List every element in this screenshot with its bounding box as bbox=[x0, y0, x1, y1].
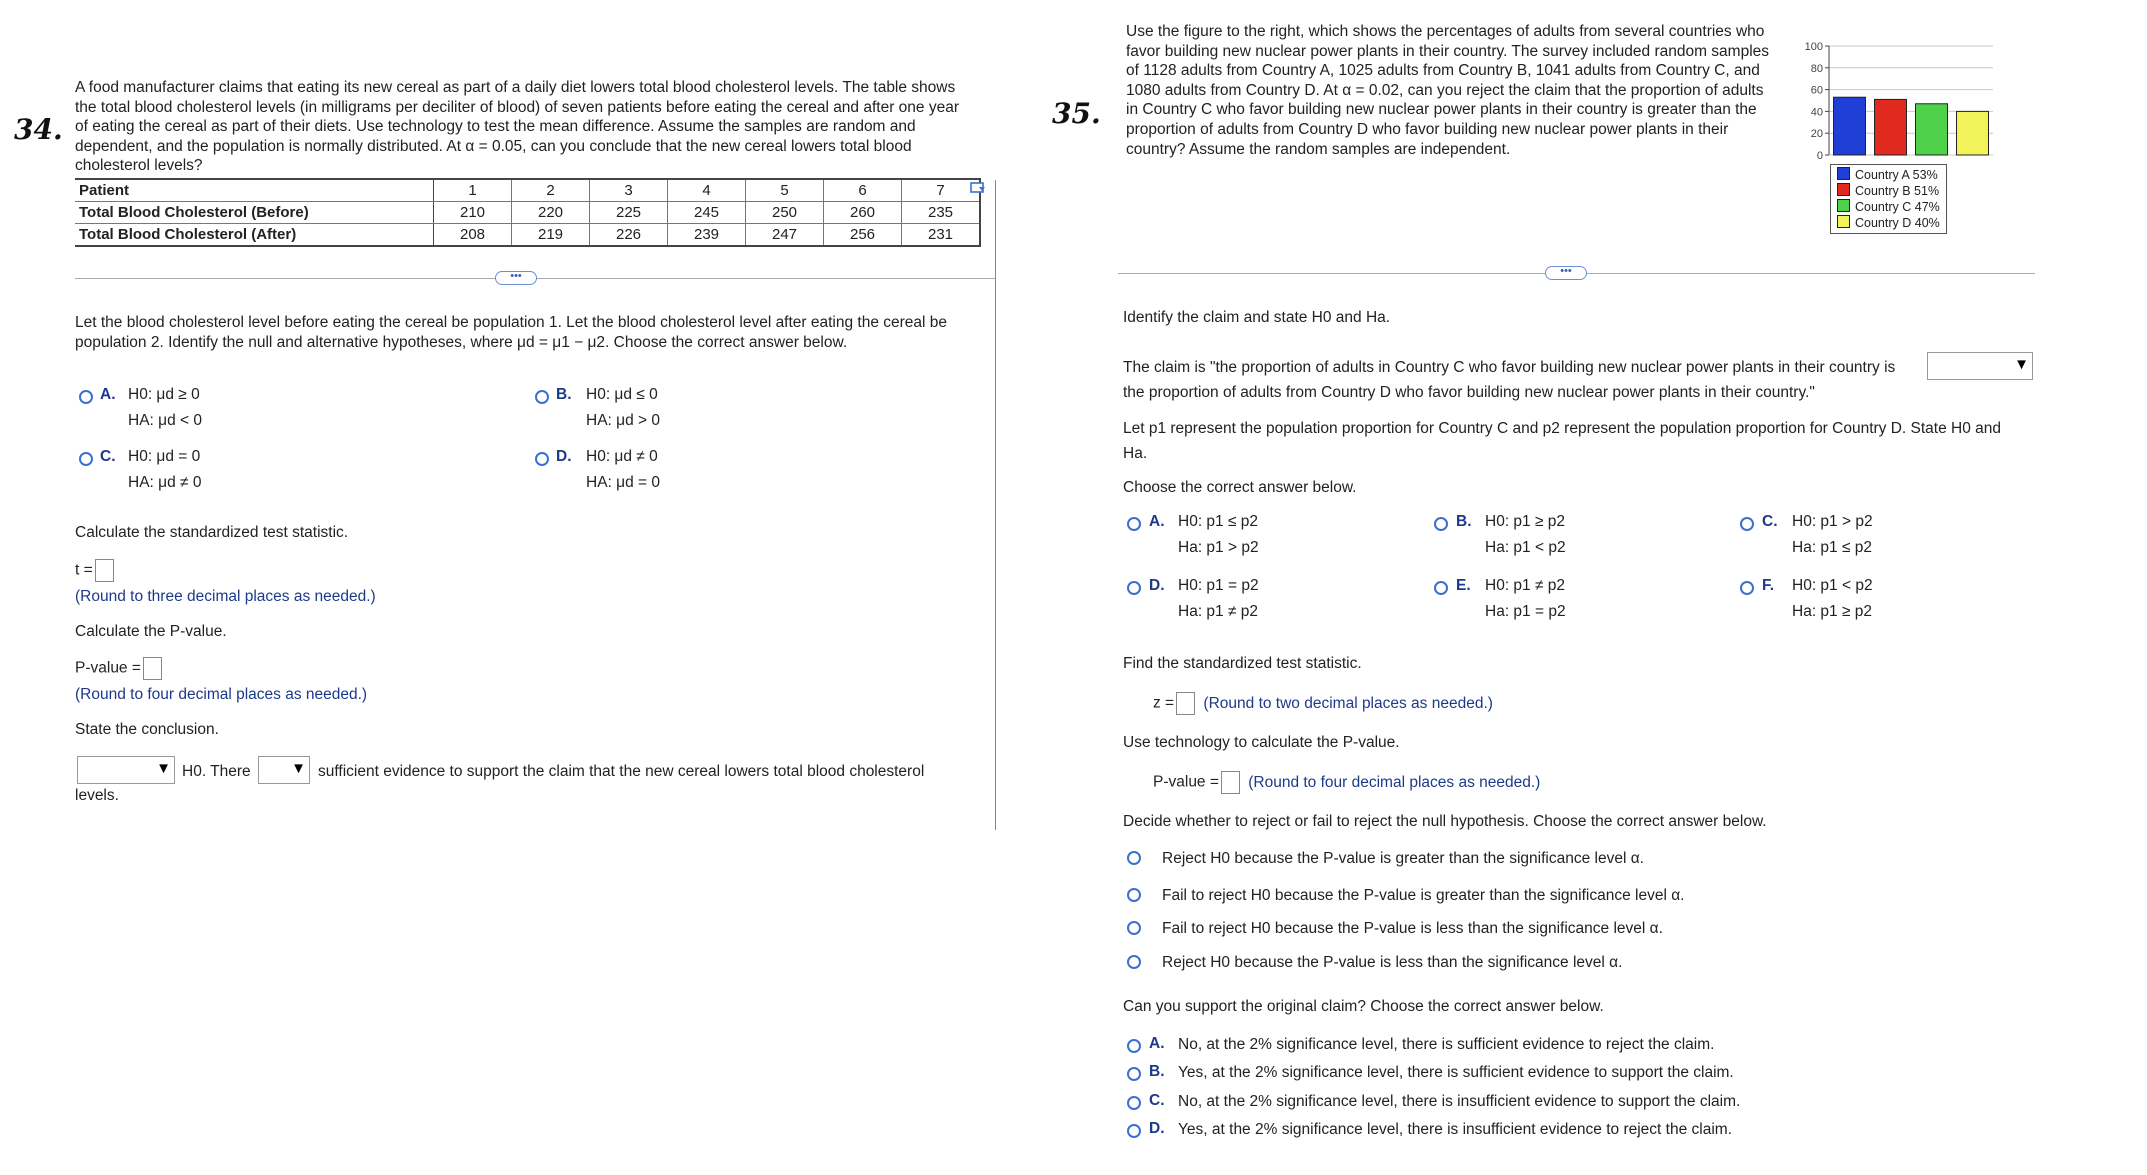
y-tick-label: 80 bbox=[1810, 62, 1823, 75]
z-row bbox=[1153, 692, 1493, 715]
support-text: No, at the 2% significance level, there is sufficient evidence to reject the claim. bbox=[1178, 1036, 1715, 1053]
legend-swatch bbox=[1837, 183, 1850, 196]
ha-text: Ha: p1 ≤ p2 bbox=[1792, 539, 1873, 556]
use-tech-prompt: Use technology to calculate the P-value. bbox=[1123, 734, 1400, 751]
t-round-note: (Round to three decimal places as needed.) bbox=[75, 588, 376, 605]
p-value-input-35[interactable] bbox=[1221, 771, 1240, 794]
support-radio[interactable] bbox=[1127, 1039, 1141, 1053]
identify-prompt: Identify the claim and state H0 and Ha. bbox=[1123, 309, 1391, 326]
z-input[interactable] bbox=[1176, 692, 1195, 715]
panel-divider-vertical bbox=[995, 180, 996, 830]
z-label: z = bbox=[1153, 694, 1175, 712]
t-input[interactable] bbox=[95, 559, 114, 582]
decision-dropdown[interactable] bbox=[77, 756, 175, 784]
h0-text: H0: p1 = p2 bbox=[1178, 577, 1259, 594]
table-row bbox=[75, 224, 980, 247]
p-round-note-35: (Round to four decimal places as needed.) bbox=[1248, 773, 1541, 791]
problem-line: 1080 adults from Country D. At α = 0.02, can you reject the claim that the proportion of adults bbox=[1126, 81, 1764, 99]
p-value-input-34[interactable] bbox=[143, 657, 162, 680]
support-letter: A. bbox=[1149, 1035, 1165, 1052]
calc-p-prompt: Calculate the P-value. bbox=[75, 623, 227, 640]
problem-line: favor building new nuclear power plants in their country. The survey included random samples bbox=[1126, 42, 1770, 60]
bar-country-c bbox=[1916, 104, 1948, 155]
legend-item: Country A 53% bbox=[1837, 167, 1940, 183]
decision-radio[interactable] bbox=[1127, 851, 1141, 865]
problem-line: of 1128 adults from Country A, 1025 adults from Country B, 1041 adults from Country C, and bbox=[1126, 62, 1760, 80]
option-b-hypotheses bbox=[1485, 509, 1566, 561]
option-a-letter: A. bbox=[100, 386, 116, 403]
y-tick-label: 60 bbox=[1810, 84, 1823, 97]
legend-item: Country D 40% bbox=[1837, 215, 1940, 231]
support-text: No, at the 2% significance level, there is insufficient evidence to support the claim. bbox=[1178, 1093, 1741, 1110]
problem-text-35 bbox=[1126, 22, 1806, 159]
evidence-dropdown[interactable] bbox=[258, 756, 310, 784]
table-row bbox=[75, 202, 980, 224]
conclusion-tail-text: levels. bbox=[75, 787, 119, 804]
bar-country-d bbox=[1957, 111, 1989, 155]
nuclear-favor-bar-chart bbox=[1795, 38, 1995, 163]
table-cell: 2 bbox=[512, 179, 590, 202]
support-text: Yes, at the 2% significance level, there is sufficient evidence to support the claim. bbox=[1178, 1064, 1734, 1081]
state-conclusion-prompt: State the conclusion. bbox=[75, 721, 219, 738]
option-f-hypotheses bbox=[1792, 573, 1873, 625]
option-c-letter: C. bbox=[1762, 513, 1778, 530]
hypothesis-intro bbox=[75, 313, 995, 352]
problem-line: Use the figure to the right, which shows the percentages of adults from several countries who bbox=[1126, 23, 1765, 40]
option-b-letter: B. bbox=[1456, 513, 1472, 530]
legend-swatch bbox=[1837, 167, 1850, 180]
choose-prompt: Choose the correct answer below. bbox=[1123, 479, 1357, 496]
let-line-1: Let p1 represent the population proportion for Country C and p2 represent the population proportion for Country D. State H0 and bbox=[1123, 420, 2002, 437]
dropdown-arrow-icon: ▼ bbox=[156, 760, 171, 777]
h0-text: H0: p1 > p2 bbox=[1792, 513, 1873, 530]
table-cell: 256 bbox=[824, 224, 902, 247]
option-d-hypotheses bbox=[586, 444, 660, 496]
cholesterol-table bbox=[75, 178, 981, 247]
table-cell: 226 bbox=[590, 224, 668, 247]
option-c-hypotheses bbox=[128, 444, 201, 496]
conclusion-mid-text: H0. There bbox=[182, 763, 251, 780]
table-header-label: Patient bbox=[75, 179, 434, 202]
y-tick-label: 0 bbox=[1816, 150, 1823, 162]
claim-relation-dropdown[interactable] bbox=[1927, 352, 2033, 380]
more-pill[interactable]: ••• bbox=[1545, 266, 1587, 280]
table-cell: 1 bbox=[434, 179, 512, 202]
table-cell: 4 bbox=[668, 179, 746, 202]
h0-text: H0: μd ≥ 0 bbox=[128, 386, 200, 403]
table-cell: 239 bbox=[668, 224, 746, 247]
table-cell: 3 bbox=[590, 179, 668, 202]
ha-text: Ha: p1 ≥ p2 bbox=[1792, 603, 1873, 620]
support-radio[interactable] bbox=[1127, 1096, 1141, 1110]
h0-text: H0: μd ≠ 0 bbox=[586, 448, 658, 465]
z-round-note: (Round to two decimal places as needed.) bbox=[1203, 694, 1493, 712]
option-c-radio[interactable] bbox=[79, 452, 93, 466]
question-number-34: 34. bbox=[14, 113, 63, 146]
claim-end-text: the proportion of adults from Country D who favor building new nuclear power plants in their country." bbox=[1123, 384, 1815, 401]
option-c-radio[interactable] bbox=[1740, 517, 1754, 531]
decide-prompt: Decide whether to reject or fail to reject the null hypothesis. Choose the correct answer below. bbox=[1123, 813, 1767, 830]
h0-text: H0: μd ≤ 0 bbox=[586, 386, 658, 403]
table-cell: 245 bbox=[668, 202, 746, 224]
option-c-hypotheses bbox=[1792, 509, 1873, 561]
ha-text: Ha: p1 < p2 bbox=[1485, 539, 1566, 556]
option-d-letter: D. bbox=[556, 448, 572, 465]
p-label: P-value = bbox=[75, 659, 141, 677]
decision-text: Reject H0 because the P-value is less than the significance level α. bbox=[1162, 954, 1623, 971]
intro-line: population 2. Identify the null and alternative hypotheses, where μd = μ1 − μ2. Choose the correct answer below. bbox=[75, 333, 848, 351]
find-z-prompt: Find the standardized test statistic. bbox=[1123, 655, 1362, 672]
p-label: P-value = bbox=[1153, 773, 1219, 791]
bar-country-a bbox=[1834, 97, 1866, 155]
table-cell: 225 bbox=[590, 202, 668, 224]
legend-item: Country B 51% bbox=[1837, 183, 1940, 199]
table-cell: 210 bbox=[434, 202, 512, 224]
support-radio[interactable] bbox=[1127, 1067, 1141, 1081]
dropdown-arrow-icon: ▼ bbox=[2014, 356, 2029, 373]
table-cell: 220 bbox=[512, 202, 590, 224]
h0-text: H0: p1 ≤ p2 bbox=[1178, 513, 1259, 530]
option-d-hypotheses bbox=[1178, 573, 1259, 625]
p-row-35 bbox=[1153, 771, 1540, 794]
bar-country-b bbox=[1875, 99, 1907, 155]
ha-text: Ha: p1 = p2 bbox=[1485, 603, 1566, 620]
table-cell: 208 bbox=[434, 224, 512, 247]
problem-line: of eating the cereal as part of their diets. Use technology to test the mean difference. Assume the samples are random and bbox=[75, 118, 916, 136]
option-b-radio[interactable] bbox=[1434, 517, 1448, 531]
option-e-radio[interactable] bbox=[1434, 581, 1448, 595]
decision-radio[interactable] bbox=[1127, 888, 1141, 902]
option-a-hypotheses bbox=[128, 382, 202, 434]
more-pill[interactable]: ••• bbox=[495, 271, 537, 285]
t-label: t = bbox=[75, 561, 93, 579]
problem-line: A food manufacturer claims that eating its new cereal as part of a daily diet lowers total blood cholesterol levels. The table shows bbox=[75, 79, 956, 96]
problem-line: dependent, and the population is normally distributed. At α = 0.05, can you conclude that the new cereal lowers total blood bbox=[75, 137, 912, 155]
table-cell: 260 bbox=[824, 202, 902, 224]
decision-text: Fail to reject H0 because the P-value is less than the significance level α. bbox=[1162, 920, 1663, 937]
problem-text-34 bbox=[75, 78, 995, 176]
option-a-radio[interactable] bbox=[1127, 517, 1141, 531]
support-letter: D. bbox=[1149, 1120, 1165, 1137]
ha-text: Ha: p1 > p2 bbox=[1178, 539, 1259, 556]
ha-text: HA: μd = 0 bbox=[586, 474, 660, 491]
option-f-radio[interactable] bbox=[1740, 581, 1754, 595]
option-e-hypotheses bbox=[1485, 573, 1566, 625]
p-round-note-34: (Round to four decimal places as needed.) bbox=[75, 686, 368, 703]
legend-swatch bbox=[1837, 215, 1850, 228]
table-row-label: Total Blood Cholesterol (After) bbox=[75, 224, 434, 247]
h0-text: H0: p1 ≠ p2 bbox=[1485, 577, 1566, 594]
question-number-35: 35. bbox=[1052, 97, 1101, 130]
problem-line: the total blood cholesterol levels (in milligrams per deciliter of blood) of seven patients before eating the cereal and after one year bbox=[75, 98, 959, 116]
option-e-letter: E. bbox=[1456, 577, 1471, 594]
table-cell: 7 bbox=[902, 179, 981, 202]
table-cell: 235 bbox=[902, 202, 981, 224]
h0-text: H0: p1 < p2 bbox=[1792, 577, 1873, 594]
let-line-2: Ha. bbox=[1123, 445, 1148, 462]
t-row bbox=[75, 559, 114, 582]
dropdown-arrow-icon: ▼ bbox=[291, 760, 306, 777]
option-d-radio[interactable] bbox=[1127, 581, 1141, 595]
copy-table-icon[interactable] bbox=[970, 180, 986, 196]
chart-legend bbox=[1830, 164, 1947, 234]
y-tick-label: 40 bbox=[1810, 106, 1823, 119]
support-radio[interactable] bbox=[1127, 1124, 1141, 1138]
table-cell: 250 bbox=[746, 202, 824, 224]
claim-start-text: The claim is "the proportion of adults in Country C who favor building new nuclear power plants in their country is bbox=[1123, 359, 1896, 376]
option-b-letter: B. bbox=[556, 386, 572, 403]
table-cell: 231 bbox=[902, 224, 981, 247]
option-c-letter: C. bbox=[100, 448, 116, 465]
support-letter: B. bbox=[1149, 1063, 1165, 1080]
table-cell: 5 bbox=[746, 179, 824, 202]
option-d-letter: D. bbox=[1149, 577, 1165, 594]
option-b-hypotheses bbox=[586, 382, 660, 434]
support-text: Yes, at the 2% significance level, there is insufficient evidence to reject the claim. bbox=[1178, 1121, 1732, 1138]
calc-stat-prompt: Calculate the standardized test statistic. bbox=[75, 524, 349, 541]
problem-line: country? Assume the random samples are independent. bbox=[1126, 140, 1511, 158]
ha-text: HA: μd < 0 bbox=[128, 412, 202, 429]
intro-line: Let the blood cholesterol level before eating the cereal be population 1. Let the blood cholesterol level after eating the cereal be bbox=[75, 314, 948, 331]
option-a-radio[interactable] bbox=[79, 390, 93, 404]
ha-text: HA: μd ≠ 0 bbox=[128, 474, 202, 491]
option-d-radio[interactable] bbox=[535, 452, 549, 466]
support-letter: C. bbox=[1149, 1092, 1165, 1109]
option-f-letter: F. bbox=[1762, 577, 1775, 594]
table-row-label: Total Blood Cholesterol (Before) bbox=[75, 202, 434, 224]
decision-radio[interactable] bbox=[1127, 921, 1141, 935]
support-prompt: Can you support the original claim? Choose the correct answer below. bbox=[1123, 998, 1604, 1015]
y-tick-label: 20 bbox=[1810, 128, 1823, 141]
conclusion-end-text: sufficient evidence to support the claim that the new cereal lowers total blood cholesterol bbox=[318, 763, 925, 780]
ha-text: HA: μd > 0 bbox=[586, 412, 660, 429]
decision-radio[interactable] bbox=[1127, 955, 1141, 969]
y-tick-label: 100 bbox=[1804, 41, 1823, 53]
legend-item: Country C 47% bbox=[1837, 199, 1940, 215]
decision-text: Fail to reject H0 because the P-value is greater than the significance level α. bbox=[1162, 887, 1685, 904]
h0-text: H0: μd = 0 bbox=[128, 448, 201, 465]
ha-text: Ha: p1 ≠ p2 bbox=[1178, 603, 1259, 620]
table-cell: 219 bbox=[512, 224, 590, 247]
table-cell: 247 bbox=[746, 224, 824, 247]
h0-text: H0: p1 ≥ p2 bbox=[1485, 513, 1566, 530]
legend-swatch bbox=[1837, 199, 1850, 212]
problem-line: in Country C who favor building new nuclear power plants in their country is greater than the bbox=[1126, 101, 1757, 119]
decision-text: Reject H0 because the P-value is greater than the significance level α. bbox=[1162, 850, 1644, 867]
problem-line: proportion of adults from Country D who favor building new nuclear power plants in their bbox=[1126, 120, 1729, 138]
table-row bbox=[75, 179, 980, 202]
table-cell: 6 bbox=[824, 179, 902, 202]
option-b-radio[interactable] bbox=[535, 390, 549, 404]
problem-line: cholesterol levels? bbox=[75, 157, 203, 175]
option-a-hypotheses bbox=[1178, 509, 1259, 561]
p-row-34 bbox=[75, 657, 162, 680]
option-a-letter: A. bbox=[1149, 513, 1165, 530]
